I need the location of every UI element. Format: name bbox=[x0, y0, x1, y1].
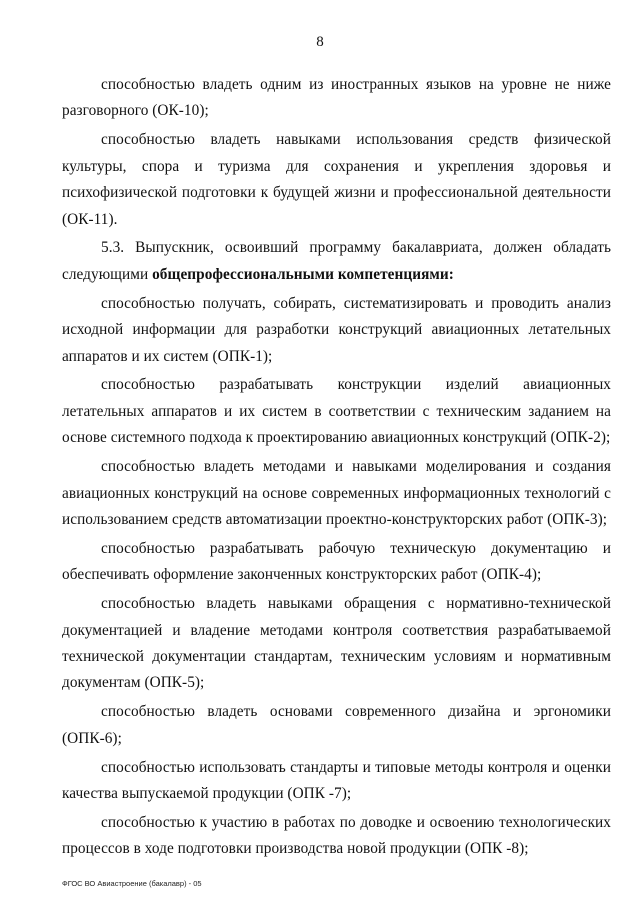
section-5-3-heading bbox=[62, 235, 611, 288]
paragraph-ok11: способностью владеть навыками использования средств физической культуры, спора и туризма для сохранения и укрепления здоровья и психофизической подготовки к будущей жизни и профессиональной деятельности (ОК-11). bbox=[62, 131, 611, 228]
competency-opk2: способностью разрабатывать конструкции изделий авиационных летательных аппаратов и их систем в соответствии с техническим заданием на основе системного подхода к проектированию авиационных конструкций (ОПК-2); bbox=[62, 376, 611, 447]
competency-opk7: способностью использовать стандарты и типовые методы контроля и оценки качества выпускаемой продукции (ОПК -7); bbox=[62, 758, 611, 803]
document-body bbox=[62, 72, 611, 865]
competency-opk1: способностью получать, собирать, систематизировать и проводить анализ исходной информации для разработки конструкций авиационных летательных аппаратов и их систем (ОПК-1); bbox=[62, 294, 611, 365]
section-5-3-text: 5.3. Выпускник, освоивший программу бакалавриата, должен обладать следующими bbox=[62, 239, 611, 283]
competency-opk4: способностью разрабатывать рабочую техническую документацию и обеспечивать оформление законченных конструкторских работ (ОПК-4); bbox=[62, 539, 611, 584]
competency-opk6: способностью владеть основами современного дизайна и эргономики (ОПК-6); bbox=[62, 703, 611, 747]
section-5-3-bold-term: общепрофессиональными компетенциями: bbox=[152, 265, 454, 283]
competency-opk8: способностью к участию в работах по доводке и освоению технологических процессов в ходе подготовки производства новой продукции (ОПК -8); bbox=[62, 813, 611, 858]
page-number: 8 bbox=[316, 34, 324, 50]
page-footer: ФГОС ВО Авиастроение (бакалавр) - 05 bbox=[62, 879, 202, 888]
competency-opk3: способностью владеть методами и навыками моделирования и создания авиационных конструкций на основе современных информационных технологий с использованием средств автоматизации проектно-конструкторских работ (ОПК-3); bbox=[62, 458, 611, 528]
competency-opk5: способностью владеть навыками обращения с нормативно-технической документацией и владение методами контроля соответствия разрабатываемой технической документации стандартам, техническим условиям и нормативным документам (ОПК-5); bbox=[62, 595, 611, 692]
paragraph-ok10: способностью владеть одним из иностранных языков на уровне не ниже разговорного (ОК-10); bbox=[62, 76, 611, 120]
